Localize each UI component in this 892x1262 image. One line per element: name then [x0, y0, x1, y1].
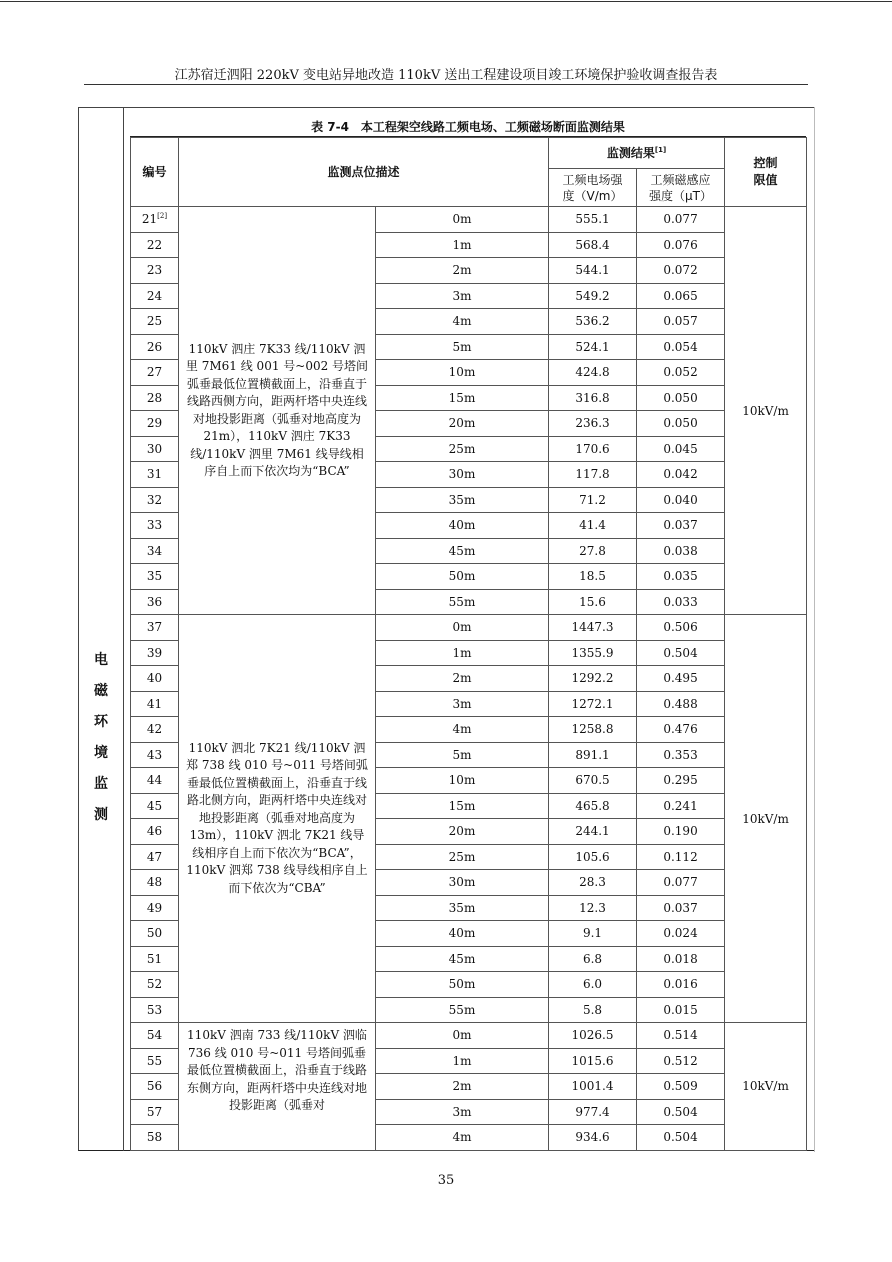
cell-distance: 3m — [376, 691, 549, 717]
cell-e-field: 41.4 — [549, 513, 637, 539]
cell-location-description: 110kV 泗北 7K21 线/110kV 泗郑 738 线 010 号~011 号塔间弧垂最低位置横截面上，沿垂直于线路北侧方向，距两杆塔中央连线对地投影距离（弧垂对地高度为 13m），110kV 泗北 7K21 线导线相序自上而下依次为“BCA”，110kV 泗郑 738 线导线相序自上而下依次为“CBA” — [179, 615, 376, 1023]
cell-distance: 15m — [376, 793, 549, 819]
cell-id — [131, 334, 179, 360]
cell-b-field: 0.015 — [637, 997, 725, 1023]
side-label-char: 环 — [94, 714, 108, 730]
cell-id — [131, 436, 179, 462]
cell-distance: 30m — [376, 462, 549, 488]
cell-id — [131, 589, 179, 615]
cell-id — [131, 309, 179, 335]
cell-b-field: 0.241 — [637, 793, 725, 819]
cell-id-value: 54 — [146, 1028, 163, 1043]
cell-id-value: 31 — [146, 467, 163, 482]
content-frame-right-edge — [814, 107, 815, 1152]
cell-id — [131, 1048, 179, 1074]
cell-b-field: 0.016 — [637, 972, 725, 998]
cell-b-field: 0.077 — [637, 870, 725, 896]
cell-id-value: 43 — [146, 747, 163, 762]
cell-id — [131, 870, 179, 896]
cell-id-value: 26 — [146, 339, 163, 354]
page-number: 35 — [437, 1173, 455, 1188]
cell-id — [131, 462, 179, 488]
header-b-field-line1: 工频磁感应 — [650, 172, 711, 187]
cell-distance: 5m — [376, 742, 549, 768]
cell-b-field: 0.504 — [637, 1099, 725, 1125]
header-limit — [725, 138, 807, 207]
cell-b-field: 0.077 — [637, 207, 725, 233]
cell-b-field: 0.504 — [637, 1125, 725, 1151]
cell-id — [131, 1099, 179, 1125]
header-e-field — [549, 169, 637, 207]
cell-b-field: 0.488 — [637, 691, 725, 717]
cell-id — [131, 972, 179, 998]
cell-e-field: 536.2 — [549, 309, 637, 335]
cell-id — [131, 666, 179, 692]
cell-location-description: 110kV 泗庄 7K33 线/110kV 泗里 7M61 线 001 号~002 号塔间弧垂最低位置横截面上，沿垂直于线路西侧方向，距两杆塔中央连线对地投影距离（弧垂对地高度为 21m），110kV 泗庄 7K33 线/110kV 泗里 7M61 线导线相序自上而下依次均为“BCA” — [179, 207, 376, 615]
header-b-field — [637, 169, 725, 207]
cell-b-field: 0.050 — [637, 411, 725, 437]
cell-distance: 55m — [376, 997, 549, 1023]
cell-id-value: 42 — [146, 722, 163, 737]
side-label-char: 测 — [94, 807, 108, 823]
cell-id — [131, 1125, 179, 1151]
cell-e-field: 977.4 — [549, 1099, 637, 1125]
cell-b-field: 0.037 — [637, 513, 725, 539]
cell-b-field: 0.509 — [637, 1074, 725, 1100]
cell-e-field: 1015.6 — [549, 1048, 637, 1074]
section-side-column — [78, 107, 124, 1151]
cell-b-field: 0.018 — [637, 946, 725, 972]
cell-e-field: 18.5 — [549, 564, 637, 590]
cell-e-field: 555.1 — [549, 207, 637, 233]
cell-id — [131, 1023, 179, 1049]
cell-b-field: 0.033 — [637, 589, 725, 615]
cell-id — [131, 997, 179, 1023]
cell-e-field: 1272.1 — [549, 691, 637, 717]
cell-id-value: 24 — [146, 288, 163, 303]
header-results-label: 监测结果 — [606, 145, 655, 160]
cell-distance: 45m — [376, 946, 549, 972]
cell-e-field: 568.4 — [549, 232, 637, 258]
cell-id-value: 56 — [146, 1079, 163, 1094]
cell-distance: 50m — [376, 972, 549, 998]
side-label-char: 监 — [94, 776, 108, 792]
cell-b-field: 0.054 — [637, 334, 725, 360]
table-title: 表 7-4 本工程架空线路工频电场、工频磁场断面监测结果 — [311, 120, 625, 134]
cell-distance: 40m — [376, 513, 549, 539]
cell-id-value: 30 — [146, 441, 163, 456]
table-row — [131, 1023, 807, 1049]
cell-id-value: 41 — [146, 696, 163, 711]
cell-id-value: 35 — [146, 569, 163, 584]
cell-distance: 30m — [376, 870, 549, 896]
cell-e-field: 1026.5 — [549, 1023, 637, 1049]
cell-id-value: 39 — [146, 645, 163, 660]
header-results — [549, 138, 725, 169]
cell-e-field: 891.1 — [549, 742, 637, 768]
cell-id — [131, 360, 179, 386]
side-label-char: 磁 — [94, 683, 108, 699]
cell-e-field: 105.6 — [549, 844, 637, 870]
cell-e-field: 424.8 — [549, 360, 637, 386]
top-border-line — [0, 1, 892, 2]
cell-e-field: 5.8 — [549, 997, 637, 1023]
cell-b-field: 0.037 — [637, 895, 725, 921]
cell-id — [131, 717, 179, 743]
cell-id — [131, 258, 179, 284]
cell-b-field: 0.504 — [637, 640, 725, 666]
cell-distance: 2m — [376, 666, 549, 692]
header-e-field-line1: 工频电场强 — [562, 172, 623, 187]
cell-e-field: 6.8 — [549, 946, 637, 972]
cell-distance: 10m — [376, 360, 549, 386]
cell-distance: 35m — [376, 895, 549, 921]
cell-id-value: 49 — [146, 900, 163, 915]
cell-e-field: 117.8 — [549, 462, 637, 488]
cell-id-value: 33 — [146, 518, 163, 533]
cell-distance: 20m — [376, 819, 549, 845]
cell-id-value: 57 — [146, 1104, 163, 1119]
cell-b-field: 0.506 — [637, 615, 725, 641]
cell-b-field: 0.045 — [637, 436, 725, 462]
document-header-title: 江苏宿迁泗阳 220kV 变电站异地改造 110kV 送出工程建设项目竣工环境保护验收调查报告表 — [174, 68, 718, 83]
header-divider — [84, 84, 808, 85]
cell-b-field: 0.295 — [637, 768, 725, 794]
cell-b-field: 0.495 — [637, 666, 725, 692]
cell-id-value: 40 — [146, 671, 163, 686]
cell-b-field: 0.050 — [637, 385, 725, 411]
table-row — [131, 207, 807, 233]
side-label-char: 境 — [94, 745, 108, 761]
cell-e-field: 244.1 — [549, 819, 637, 845]
cell-id-value: 29 — [146, 416, 163, 431]
cell-b-field: 0.514 — [637, 1023, 725, 1049]
cell-id — [131, 793, 179, 819]
cell-e-field: 549.2 — [549, 283, 637, 309]
cell-e-field: 1292.2 — [549, 666, 637, 692]
cell-e-field: 9.1 — [549, 921, 637, 947]
cell-location-description: 110kV 泗南 733 线/110kV 泗临 736 线 010 号~011 号塔间弧垂最低位置横截面上，沿垂直于线路东侧方向，距两杆塔中央连线对地投影距离（弧垂对 — [179, 1023, 376, 1151]
cell-id — [131, 385, 179, 411]
cell-e-field: 236.3 — [549, 411, 637, 437]
cell-b-field: 0.052 — [637, 360, 725, 386]
cell-e-field: 15.6 — [549, 589, 637, 615]
cell-distance: 4m — [376, 309, 549, 335]
cell-e-field: 544.1 — [549, 258, 637, 284]
cell-id-value: 34 — [146, 543, 163, 558]
cell-e-field: 170.6 — [549, 436, 637, 462]
cell-id-value: 51 — [146, 951, 163, 966]
cell-id-note: [2] — [157, 212, 168, 221]
cell-id-value: 52 — [146, 977, 163, 992]
header-e-field-line2: 度（V/m） — [562, 188, 623, 203]
cell-distance: 0m — [376, 615, 549, 641]
header-results-note: [1] — [654, 145, 667, 154]
cell-distance: 25m — [376, 844, 549, 870]
section-side-label — [78, 645, 124, 831]
cell-b-field: 0.353 — [637, 742, 725, 768]
cell-id-value: 55 — [146, 1053, 163, 1068]
cell-id-value: 21 — [141, 212, 158, 227]
cell-id — [131, 615, 179, 641]
cell-e-field: 670.5 — [549, 768, 637, 794]
side-label-char: 电 — [94, 652, 108, 668]
cell-distance: 10m — [376, 768, 549, 794]
cell-e-field: 524.1 — [549, 334, 637, 360]
cell-id — [131, 844, 179, 870]
header-limit-line1: 控制 — [753, 156, 778, 170]
cell-id-value: 44 — [146, 773, 163, 788]
cell-e-field: 316.8 — [549, 385, 637, 411]
cell-id-value: 23 — [146, 263, 163, 278]
cell-e-field: 71.2 — [549, 487, 637, 513]
monitoring-results-table — [130, 137, 807, 1151]
cell-e-field: 12.3 — [549, 895, 637, 921]
cell-distance: 0m — [376, 1023, 549, 1049]
header-b-field-line2: 强度（μT） — [649, 188, 712, 203]
cell-id — [131, 513, 179, 539]
cell-distance: 15m — [376, 385, 549, 411]
cell-distance: 20m — [376, 411, 549, 437]
table-row — [131, 615, 807, 641]
cell-e-field: 1258.8 — [549, 717, 637, 743]
cell-e-field: 27.8 — [549, 538, 637, 564]
cell-distance: 1m — [376, 640, 549, 666]
cell-id-value: 22 — [146, 237, 163, 252]
cell-id — [131, 691, 179, 717]
cell-id-value: 48 — [146, 875, 163, 890]
cell-distance: 1m — [376, 232, 549, 258]
cell-limit: 10kV/m — [725, 1023, 807, 1151]
cell-id — [131, 283, 179, 309]
table-body — [131, 207, 807, 1151]
cell-id — [131, 946, 179, 972]
cell-id — [131, 640, 179, 666]
cell-id-value: 58 — [146, 1130, 163, 1145]
cell-id-value: 53 — [146, 1002, 163, 1017]
cell-b-field: 0.190 — [637, 819, 725, 845]
cell-distance: 50m — [376, 564, 549, 590]
cell-limit: 10kV/m — [725, 615, 807, 1023]
cell-id-value: 37 — [146, 620, 163, 635]
cell-distance: 3m — [376, 1099, 549, 1125]
cell-e-field: 1355.9 — [549, 640, 637, 666]
cell-id-value: 47 — [146, 849, 163, 864]
cell-id — [131, 768, 179, 794]
cell-id-value: 36 — [146, 594, 163, 609]
cell-b-field: 0.112 — [637, 844, 725, 870]
cell-b-field: 0.038 — [637, 538, 725, 564]
cell-e-field: 465.8 — [549, 793, 637, 819]
cell-distance: 4m — [376, 717, 549, 743]
cell-id-value: 32 — [146, 492, 163, 507]
cell-id-value: 50 — [146, 926, 163, 941]
cell-id — [131, 207, 179, 233]
cell-e-field: 6.0 — [549, 972, 637, 998]
cell-e-field: 934.6 — [549, 1125, 637, 1151]
cell-id — [131, 819, 179, 845]
cell-b-field: 0.076 — [637, 232, 725, 258]
cell-id — [131, 564, 179, 590]
cell-b-field: 0.065 — [637, 283, 725, 309]
cell-id — [131, 487, 179, 513]
cell-id-value: 45 — [146, 798, 163, 813]
cell-distance: 4m — [376, 1125, 549, 1151]
cell-id — [131, 1074, 179, 1100]
cell-id-value: 25 — [146, 314, 163, 329]
cell-e-field: 28.3 — [549, 870, 637, 896]
cell-distance: 3m — [376, 283, 549, 309]
cell-b-field: 0.035 — [637, 564, 725, 590]
cell-id-value: 27 — [146, 365, 163, 380]
cell-b-field: 0.476 — [637, 717, 725, 743]
cell-distance: 25m — [376, 436, 549, 462]
cell-limit: 10kV/m — [725, 207, 807, 615]
cell-b-field: 0.040 — [637, 487, 725, 513]
cell-b-field: 0.072 — [637, 258, 725, 284]
cell-distance: 35m — [376, 487, 549, 513]
cell-distance: 55m — [376, 589, 549, 615]
header-limit-line2: 限值 — [753, 173, 778, 187]
cell-distance: 2m — [376, 258, 549, 284]
cell-distance: 2m — [376, 1074, 549, 1100]
cell-distance: 0m — [376, 207, 549, 233]
cell-id — [131, 538, 179, 564]
cell-e-field: 1001.4 — [549, 1074, 637, 1100]
cell-distance: 1m — [376, 1048, 549, 1074]
cell-id — [131, 742, 179, 768]
header-id: 编号 — [131, 138, 179, 207]
header-description: 监测点位描述 — [179, 138, 549, 207]
cell-b-field: 0.057 — [637, 309, 725, 335]
cell-distance: 40m — [376, 921, 549, 947]
cell-id — [131, 921, 179, 947]
cell-id-value: 28 — [146, 390, 163, 405]
cell-b-field: 0.024 — [637, 921, 725, 947]
cell-distance: 45m — [376, 538, 549, 564]
cell-id — [131, 232, 179, 258]
cell-id-value: 46 — [146, 824, 163, 839]
cell-e-field: 1447.3 — [549, 615, 637, 641]
cell-b-field: 0.512 — [637, 1048, 725, 1074]
cell-id — [131, 895, 179, 921]
cell-distance: 5m — [376, 334, 549, 360]
cell-id — [131, 411, 179, 437]
cell-b-field: 0.042 — [637, 462, 725, 488]
